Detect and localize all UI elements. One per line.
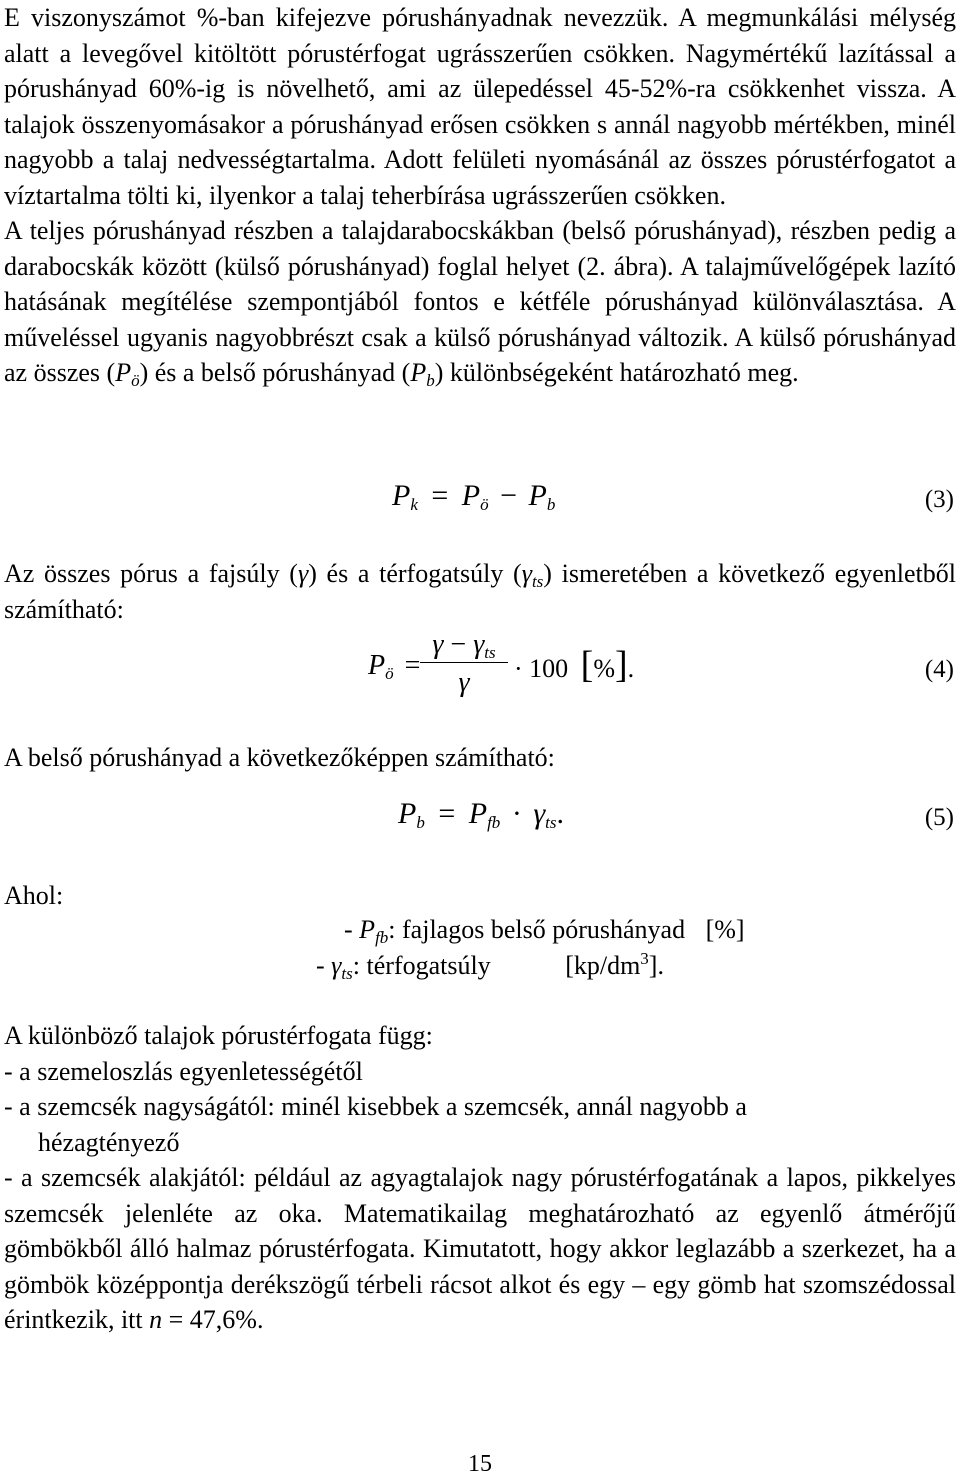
numerator: [420, 628, 508, 662]
text: ) ismeretében a következő egyenletből számítható:: [4, 559, 956, 624]
symbol: P: [368, 650, 386, 681]
left-bracket: [: [580, 644, 594, 686]
equation-4-rhs: [514, 644, 635, 687]
unit: [%]: [705, 915, 745, 944]
symbol: P: [359, 915, 376, 944]
definitions: [316, 912, 944, 983]
equation-number: (5): [924, 804, 954, 831]
equation-4-lhs: [368, 648, 424, 684]
symbol-gamma: γ: [458, 667, 470, 698]
final-paragraph: [4, 1160, 956, 1338]
subscript: b: [416, 813, 425, 832]
intro-section: [4, 0, 956, 391]
symbol: P: [468, 797, 488, 830]
paragraph-3-text: [4, 556, 956, 627]
dot-operator: ·: [511, 797, 522, 830]
subscript: b: [426, 371, 435, 390]
page-number: 15: [468, 1451, 492, 1477]
symbol-gamma: γ: [533, 797, 546, 830]
equals-sign: =: [404, 650, 421, 681]
definition-gamma-ts: [316, 948, 944, 984]
symbol: P: [392, 479, 411, 512]
dash: -: [344, 915, 360, 944]
symbol-gamma: γ: [521, 559, 532, 588]
text: ) és a belső pórushányad (: [139, 358, 411, 387]
symbol-n: n: [149, 1305, 163, 1334]
paragraph-1: E viszonyszámot %-ban kifejezve pórushányadnak nevezzük. A megmunkálási mélység alatt a levegővel kitöltött pórustérfogat ugrásszerűen csökken. Nagymértékű lazítással a pórushányad 60%-ig is növelhető, ami az ülepedéssel 45-52%-ra csökkenhet vissza. A talajok összenyomásakor a pórushányad erősen csökken s annál nagyobb mértékben, minél nagyobb a talaj nedvességtartalma. Adott felületi nyomásánál az összes pórustérfogatot a víztartalma tölti ki, ilyenkor a talaj teherbírása ugrásszerűen csökken.: [4, 3, 956, 210]
equation-number: (3): [924, 486, 954, 513]
paragraph-2-text: A teljes pórushányad részben a talajdarabocskákban (belső pórushányad), részben pedig a darabocskák között (külső pórushányad) foglal helyet (2. ábra). A talajművelőgépek lazító hatásának megítélése szempontjából fontos e kétféle pórushányad különválasztása. A műveléssel ugyanis nagyobbrészt csak a külső pórushányad változik. A külső pórushányad az összes (: [4, 216, 956, 387]
text: ) különbségeként határozható meg.: [434, 358, 799, 387]
subscript: b: [546, 495, 556, 514]
paragraph-4-text: A belső pórushányad a következőképpen számítható:: [4, 743, 555, 772]
period: .: [627, 654, 635, 683]
symbol-gamma: γ: [473, 629, 485, 660]
final-paragraph-end: = 47,6%.: [162, 1305, 264, 1334]
subscript: fb: [375, 928, 389, 947]
equation-number: (4): [924, 656, 954, 683]
text: ) és a térfogatsúly (: [308, 559, 522, 588]
subscript: ts: [484, 643, 496, 662]
subscript: ö: [131, 371, 140, 390]
subscript: fb: [487, 813, 501, 832]
definition-pfb: [344, 912, 944, 948]
symbol: P: [398, 797, 417, 830]
subscript: ts: [341, 963, 353, 983]
paragraph-2: [4, 213, 956, 391]
equation-5: [0, 796, 960, 856]
right-bracket: ]: [615, 644, 628, 686]
ahol-label: [4, 878, 956, 914]
final-paragraph-text: - a szemcsék alakjától: például az agyagtalajok nagy pórustérfogatának a lapos, pikkelyes szemcsék jelenléte az oka. Matematikailag meghatározható az egyenlő átmérőjű gömbökből álló halmaz pórustérfogata. Kimutatott, hogy akkor leglazább a szerkezet, ha a gömbök középpontja derékszögű térbeli rácsot alkot és egy – egy gömb hat szomszédossal érintkezik, itt: [4, 1163, 956, 1334]
list-intro: A különböző talajok pórustérfogata függ:: [4, 1021, 433, 1050]
symbol-p: P: [410, 358, 427, 387]
subscript: ts: [545, 813, 557, 832]
paragraph-3: [4, 556, 956, 627]
equals-sign: =: [438, 797, 456, 830]
minus-sign: −: [450, 629, 467, 660]
unit-text: [kp/dm: [565, 950, 641, 980]
dot-operator: ·: [514, 654, 523, 683]
fraction: [420, 628, 508, 703]
dash: -: [316, 950, 332, 980]
list-section: [4, 1018, 956, 1338]
list-item-continuation: hézagtényező: [38, 1127, 180, 1157]
subscript: k: [410, 495, 418, 514]
definition-text: : térfogatsúly: [352, 950, 491, 980]
period: .: [556, 797, 564, 830]
ahol-text: Ahol:: [4, 881, 64, 910]
definition-text: : fajlagos belső pórushányad: [388, 915, 686, 944]
symbol-gamma: γ: [432, 629, 444, 660]
symbol-gamma: γ: [331, 950, 342, 980]
equation-3: [0, 478, 960, 538]
list-item: - a szemcsék nagyságától: minél kisebbek a szemcsék, annál nagyobb a: [4, 1092, 747, 1121]
list-item: - a szemeloszlás egyenletességétől: [4, 1056, 363, 1086]
subscript: ö: [385, 664, 394, 683]
subscript: ts: [531, 572, 544, 591]
number: 100: [529, 654, 569, 683]
paragraph-4: [4, 740, 956, 776]
percent: %: [593, 654, 615, 683]
superscript: 3: [640, 948, 649, 968]
text: Az összes pórus a fajsúly (: [4, 559, 298, 588]
equation-4: [0, 628, 960, 708]
symbol-p: P: [115, 358, 132, 387]
minus-sign: −: [500, 479, 518, 512]
equation-5-body: [398, 796, 564, 832]
equation-3-body: [392, 478, 555, 514]
symbol: P: [461, 479, 481, 512]
denominator: [420, 663, 508, 703]
equals-sign: =: [431, 479, 449, 512]
symbol-gamma: γ: [297, 559, 309, 588]
subscript: ö: [480, 495, 489, 514]
unit: [497, 948, 664, 980]
symbol: P: [528, 479, 547, 512]
unit-end: ].: [648, 950, 664, 980]
